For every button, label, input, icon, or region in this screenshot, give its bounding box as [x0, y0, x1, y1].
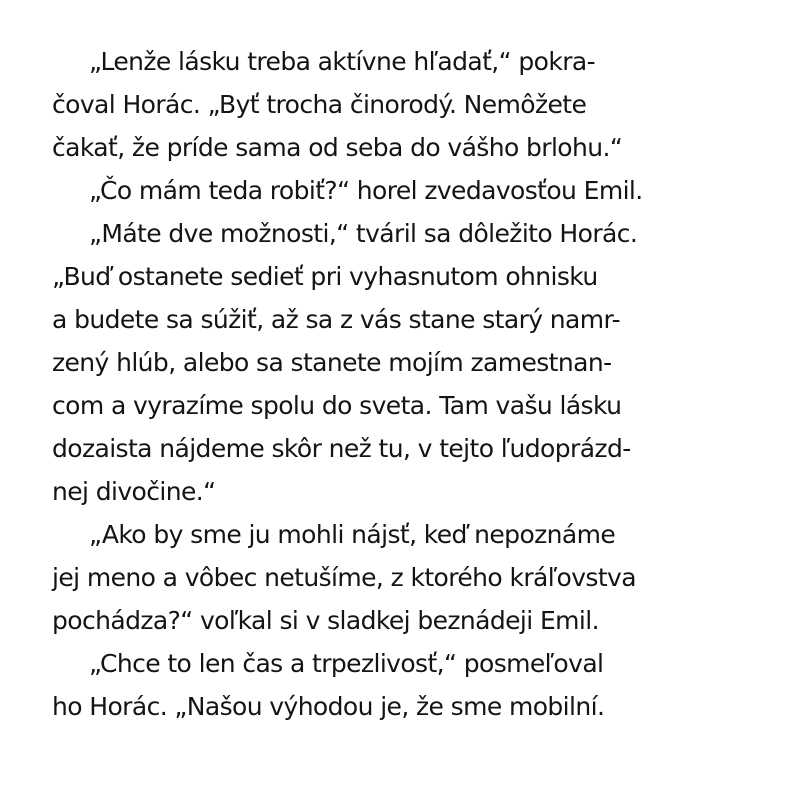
text-line-6: „Buď ostanete sedieť pri vyhasnutom ohnisku	[52, 262, 598, 291]
text-line-16: ho Horác. „Našou výhodou je, že sme mobilní.	[52, 692, 605, 721]
text-line-3: čakať, že príde sama od seba do vášho brlohu.“	[52, 133, 623, 162]
text-line-7: a budete sa súžiť, až sa z vás stane starý namr-	[52, 305, 621, 334]
body-text	[52, 40, 752, 728]
text-line-8: zený hlúb, alebo sa stanete mojím zamestnan-	[52, 348, 612, 377]
text-line-13: jej meno a vôbec netušíme, z ktorého kráľovstva	[52, 563, 636, 592]
text-line-4: „Čo mám teda robiť?“ horel zvedavosťou Emil.	[89, 176, 643, 205]
text-line-12: „Ako by sme ju mohli nájsť, keď nepoznáme	[89, 520, 616, 549]
text-line-1: „Lenže lásku treba aktívne hľadať,“ pokra-	[89, 47, 596, 76]
text-line-9: com a vyrazíme spolu do sveta. Tam vašu lásku	[52, 391, 622, 420]
text-line-11: nej divočine.“	[52, 477, 216, 506]
text-line-2: čoval Horác. „Byť trocha činorodý. Nemôžete	[52, 90, 587, 119]
text-line-15: „Chce to len čas a trpezlivosť,“ posmeľoval	[89, 649, 604, 678]
text-line-10: dozaista nájdeme skôr než tu, v tejto ľudoprázd-	[52, 434, 631, 463]
text-line-5: „Máte dve možnosti,“ tváril sa dôležito Horác.	[89, 219, 638, 248]
text-line-14: pochádza?“ voľkal si v sladkej beznádeji Emil.	[52, 606, 599, 635]
